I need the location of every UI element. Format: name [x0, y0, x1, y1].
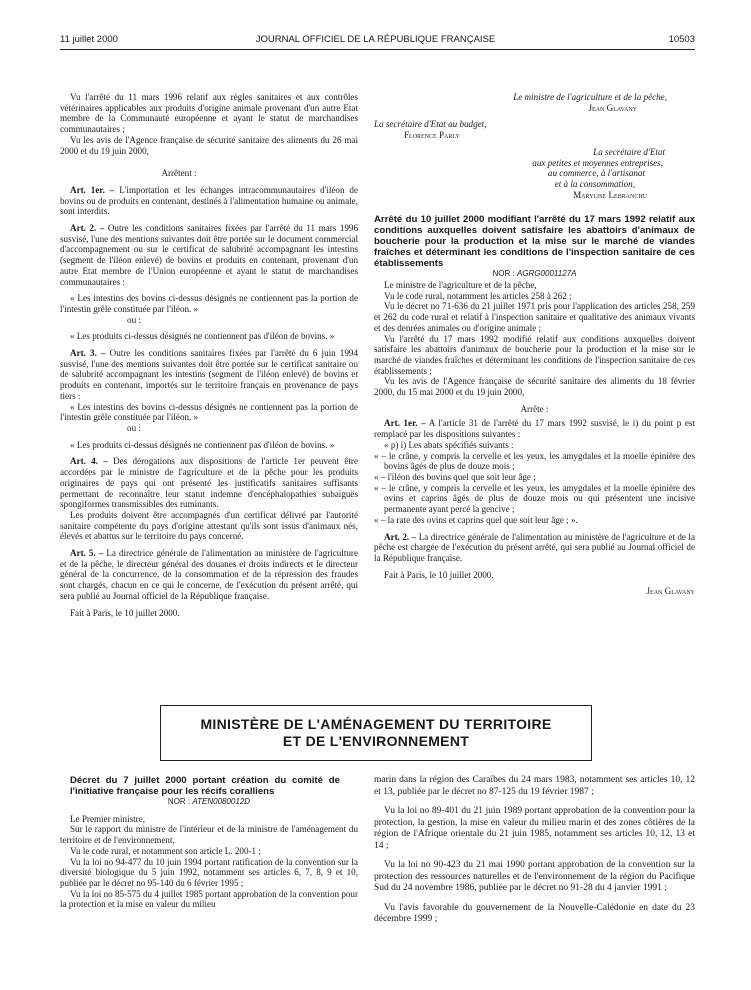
text-para: Vu la loi no 89-401 du 21 juin 1989 portant approbation de la convention pour la protection, la gestion, la mise en valeur du milieu marin et des zones côtières de la région de l'Afrique orientale du 21 juin 1985, notamment ses articles 10, 12, 13 et 14 ;: [374, 806, 695, 851]
right-top-column: [374, 92, 695, 597]
text-para: Vu le décret no 71-636 du 21 juillet 1971 pris pour l'application des articles 258, 259 et 262 du code rural et relatif à l'inspection sanitaire et qualitative des animaux vivants et des denrées animales ou d'origine animale ;: [374, 301, 695, 333]
signature-name: Marylise Lebranchu: [573, 189, 647, 200]
ministry-line-1: MINISTÈRE DE L'AMÉNAGEMENT DU TERRITOIRE: [200, 716, 552, 732]
nor-label: NOR :: [492, 269, 515, 279]
nor-label: NOR :: [167, 797, 191, 806]
article-text: La directrice générale de l'alimentation au ministère de l'agriculture et de la pêche est chargée de l'exécution du présent arrêté, qui sera publié au Journal officiel de la République française.: [374, 531, 695, 563]
text-para: Vu l'arrêté du 11 mars 1996 relatif aux règles sanitaires et aux contrôles vétérinaires applicables aux produits d'origine animale provenant d'un autre Etat membre de la Communauté européenne et ayant le statut de marchandises communautaires ;: [60, 92, 358, 135]
text-para: Vu le code rural, notamment les articles 258 à 262 ;: [384, 290, 572, 301]
signature-name: Florence Parly: [404, 130, 460, 141]
nor-code: ATEN0080012D: [192, 797, 251, 806]
signature-role: et à la consommation,: [554, 178, 635, 189]
text-para: Vu la loi no 94-477 du 10 juin 1994 portant ratification de la convention sur la diversité biologique du 5 juin 1992, notamment ses articles 6, 7, 8, 9 et 10, publiée par le décret no 95-140 du 6 février 1995 ;: [60, 856, 358, 888]
article-label: Art. 1er. –: [384, 418, 426, 429]
text-para: Vu la loi no 85-575 du 4 juillet 1985 portant approbation de la convention pour la protection et la mise en valeur du milieu: [60, 888, 358, 910]
left-bottom-column: [60, 775, 358, 910]
text-para: Le Premier ministre,: [70, 813, 146, 824]
quote-para: « Les produits ci-dessus désignés ne contiennent pas d'iléon de bovins. »: [70, 439, 335, 450]
article-label: Art. 3. –: [70, 348, 106, 359]
article-text: Des dérogations aux dispositions de l'article 1er peuvent être accordées par le ministre de l'agriculture et de la pêche pour les produits originaires de pays qui ont présenté les justificatifs sanitaires suffisants permettant de reconnaître leur statut indemne d'encéphalopathies subaiguës spongiformes transmissibles des ruminants.: [60, 456, 358, 510]
arrete-heading: Arrête :: [520, 403, 549, 414]
ou-text: ou :: [127, 422, 141, 433]
ministry-heading-box: [160, 705, 592, 761]
ministry-line-2: ET DE L'ENVIRONNEMENT: [282, 733, 470, 749]
article-text: La directrice générale de l'alimentation au ministère de l'agriculture et de la pêche, le directeur général des douanes et droits indirects et le directeur général de la concurrence, de la consommation et de la répression des fraudes sont chargés, chacun en ce qui le concerne, de l'exécution du présent arrêté, qui sera publié au Journal officiel de la République française.: [60, 548, 358, 601]
signature-role: aux petites et moyennes entreprises,: [532, 157, 663, 168]
header-page-number: 10503: [668, 34, 695, 45]
arrete-title: Arrêté du 10 juillet 2000 modifiant l'arrêté du 17 mars 1992 relatif aux conditions auxquelles doivent satisfaire les abattoirs d'animaux de boucherie pour la production et la mise sur le marché de viandes fraîches et déterminant les conditions de l'inspection sanitaire de ces établissements: [374, 214, 695, 270]
article-text: Outre les conditions sanitaires fixées par l'arrêté du 11 mars 1996 susvisé, l'une des mentions suivantes doit être portée sur le document commercial d'accompagnement ou sur le certificat de salubrité accompagnant les intestins (segment de l'iléon enlevé) de bovins et produits en contenant, provenant d'un autre Etat membre de l'Union européenne et ayant le statut de marchandises communautaires :: [60, 223, 359, 287]
text-para: Les produits doivent être accompagnés d'un certificat délivré par l'autorité sanitaire compétente du pays d'origine attestant qu'ils sont issus d'animaux nés, élevés et abattus sur le territoire du pays concerné.: [60, 509, 358, 542]
list-item: « – le crâne, y compris la cervelle et les yeux, les amygdales et la moelle épinière des bovins âgés de plus de douze mois ;: [374, 450, 695, 472]
header-journal-title: JOURNAL OFFICIEL DE LA RÉPUBLIQUE FRANÇAISE: [255, 34, 496, 45]
arretent-heading: Arrêtent :: [161, 168, 197, 179]
fait-text: Fait à Paris, le 10 juillet 2000.: [70, 607, 180, 618]
text-para: Le ministre de l'agriculture et de la pêche,: [384, 280, 537, 291]
header-rule: [60, 49, 695, 50]
list-item: « – la rate des ovins et caprins quel que soit leur âge ; ».: [374, 514, 578, 525]
quote-para: « Les intestins des bovins ci-dessus désignés ne contiennent pas la portion de l'intestin grêle constituée par l'iléon. »: [60, 293, 358, 314]
article-text: A l'article 31 de l'arrêté du 17 mars 1992 susvisé, le i) du point p est remplacé par les dispositions suivantes :: [374, 418, 696, 440]
article-label: Art. 2. –: [384, 531, 417, 542]
right-bottom-column: [374, 775, 695, 926]
text-para: Vu la loi no 90-423 du 21 mai 1990 portant approbation de la convention sur la protection des ressources naturelles et de l'environnement de la région du Pacifique Sud du 24 novembre 1986, publiée par le décret no 91-28 du 4 janvier 1991 ;: [374, 860, 695, 893]
text-para: Sur le rapport du ministre de l'intérieur et de la ministre de l'aménagement du territoire et de l'environnement,: [60, 824, 358, 846]
fait-text: Fait à Paris, le 10 juillet 2000.: [384, 569, 494, 580]
text-para: Vu l'avis favorable du gouvernement de la Nouvelle-Calédonie en date du 23 décembre 1999 ;: [374, 902, 695, 924]
article-text: Outre les conditions sanitaires fixées par l'arrêté du 6 juin 1994 susvisé, l'une des mentions suivantes doit être portée sur le certificat sanitaire ou de salubrité accompagnant les intestins (segment de l'iléon enlevé) de bovins et produits en contenant, importés sur le territoire français en provenance de pays tiers :: [60, 348, 358, 401]
left-top-column: [60, 92, 358, 618]
ou-text: ou :: [127, 314, 141, 325]
header-date: 11 juillet 2000: [60, 34, 118, 45]
signature-role: La secrétaire d'Etat: [593, 146, 665, 157]
text-para: Vu les avis de l'Agence française de sécurité sanitaire des aliments du 18 février 2000, du 15 mai 2000 et du 19 juin 2000,: [374, 376, 695, 398]
article-label: Art. 4. –: [70, 456, 108, 467]
nor-code: AGRG0001127A: [517, 269, 577, 279]
text-para: Vu les avis de l'Agence française de sécurité sanitaire des aliments du 26 mai 2000 et du 19 juin 2000,: [60, 134, 358, 156]
signature-role: La secrétaire d'Etat au budget,: [374, 119, 487, 130]
text-para: Vu le code rural, et notamment son article L. 200-1 ;: [70, 845, 261, 856]
list-item: « p) i) Les abats spécifiés suivants :: [384, 439, 514, 450]
list-item: « – l'iléon des bovins quel que soit leur âge ;: [374, 471, 536, 482]
signature-role: au commerce, à l'artisanat: [547, 168, 645, 179]
quote-para: « Les intestins des bovins ci-dessus désignés ne contiennent pas la portion de l'intestin grêle constituée par l'iléon. »: [60, 401, 358, 423]
article-label: Art. 2. –: [70, 223, 105, 234]
decret-title: Décret du 7 juillet 2000 portant création du comité de l'initiative française pour les récifs coralliens: [70, 775, 340, 797]
list-item: « – le crâne, y compris la cervelle et les yeux, les amygdales et la moelle épinière des ovins et caprins âgés de plus de douze mois ou qui présentent une incisive permanente ayant percé la gencive ;: [374, 482, 695, 515]
signature-name: Jean Glavany: [588, 102, 637, 113]
signature-role: Le ministre de l'agriculture et de la pêche,: [513, 92, 667, 102]
quote-para: « Les produits ci-dessus désignés ne contiennent pas d'iléon de bovins. »: [70, 331, 335, 342]
signature-name: Jean Glavany: [646, 586, 695, 597]
article-label: Art. 1er. –: [70, 184, 115, 195]
article-text: L'importation et les échanges intracommunautaires d'iléon de bovins ou de produits en contenant, destinés à l'alimentation humaine ou animale, sont interdits.: [60, 184, 358, 217]
article-label: Art. 5. –: [70, 548, 104, 559]
text-para: marin dans la région des Caraïbes du 24 mars 1983, notamment ses articles 10, 12 et 13, publiée par le décret no 87-125 du 19 février 1987 ;: [374, 775, 695, 797]
text-para: Vu l'arrêté du 17 mars 1992 modifié relatif aux conditions auxquelles doivent satisfaire les abattoirs d'animaux de boucherie pour la production et la mise sur le marché de viandes fraîches et déterminant les conditions de l'inspection sanitaire de ces établissements ;: [374, 333, 695, 376]
